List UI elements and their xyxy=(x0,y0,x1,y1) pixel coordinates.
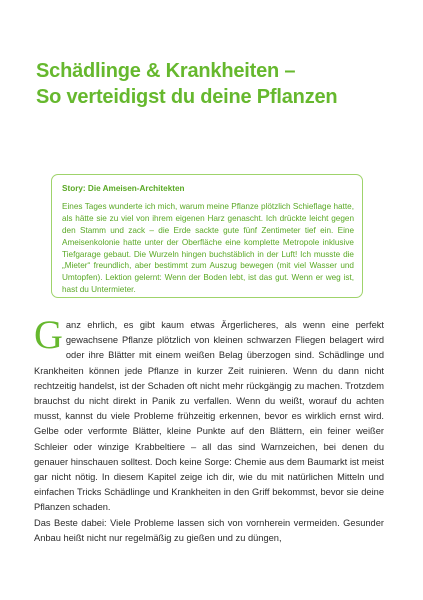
title-line-2: So verteidigst du deine Pflanzen xyxy=(36,86,338,108)
page-title xyxy=(36,58,396,110)
paragraph-2: Das Beste dabei: Viele Probleme lassen sich von vornherein vermeiden. Gesunder Anbau heißt nicht nur regelmäßig zu gießen und zu düngen, xyxy=(34,517,384,543)
paragraph-1-text: anz ehrlich, es gibt kaum etwas Ärgerlicheres, als wenn eine perfekt gewachsene Pflanze plötzlich von kleinen schwarzen Fliegen belagert wird oder ihre Blätter mit einem weißen Belag überzogen sind. Schädlinge und Krankheiten können jede Pflanze in kurzer Zeit ruinieren. Wenn du dann nicht rechtzeitig handelst, ist der Schaden oft nicht mehr rückgängig zu machen. Trotzdem brauchst du nicht direkt in Panik zu verfallen. Wenn du weißt, worauf du achten musst, kannst du viele Probleme frühzeitig erkennen, bevor es wirklich ernst wird. Gelbe oder verformte Blätter, kleine Punkte auf den Blättern, ein feiner weißer Schleier oder winzige Krabbeltiere – all das sind Warnzeichen, bei denen du genauer hinschauen solltest. Doch keine Sorge: Chemie aus dem Baumarkt ist meist gar nicht nötig. In diesem Kapitel zeige ich dir, wie du mit natürlichen Mitteln und einfachen Tricks Schädlinge und Krankheiten in den Griff bekommst, bevor sie deine Pflanzen schaden. xyxy=(34,320,384,513)
paragraph-1 xyxy=(34,312,384,516)
title-line-1: Schädlinge & Krankheiten – xyxy=(36,60,296,82)
body-text xyxy=(34,312,384,546)
story-text: Eines Tages wunderte ich mich, warum meine Pflanze plötzlich Schieflage hatte, als hätte sie zu viel von ihrem eigenen Harz genascht. Ich drückte leicht gegen den Stamm und zack – die Erde sackte gute fünf Zentimeter tief ein. Eine Ameisenkolonie hatte unter der Oberfläche eine komplette Metropole inklusive Tiefgarage gebaut. Die Wurzeln hingen buchstäblich in der Luft! Ich musste die „Mieter“ freundlich, aber bestimmt zum Auszug bewegen (mit viel Wasser und Umtopfen). Lektion gelernt: Wenn der Boden lebt, ist das gut. Wenn er weg ist, hast du Untermieter. xyxy=(62,201,354,295)
story-box xyxy=(51,174,363,298)
drop-cap: G xyxy=(34,312,63,357)
story-title: Story: Die Ameisen-Architekten xyxy=(62,184,185,193)
